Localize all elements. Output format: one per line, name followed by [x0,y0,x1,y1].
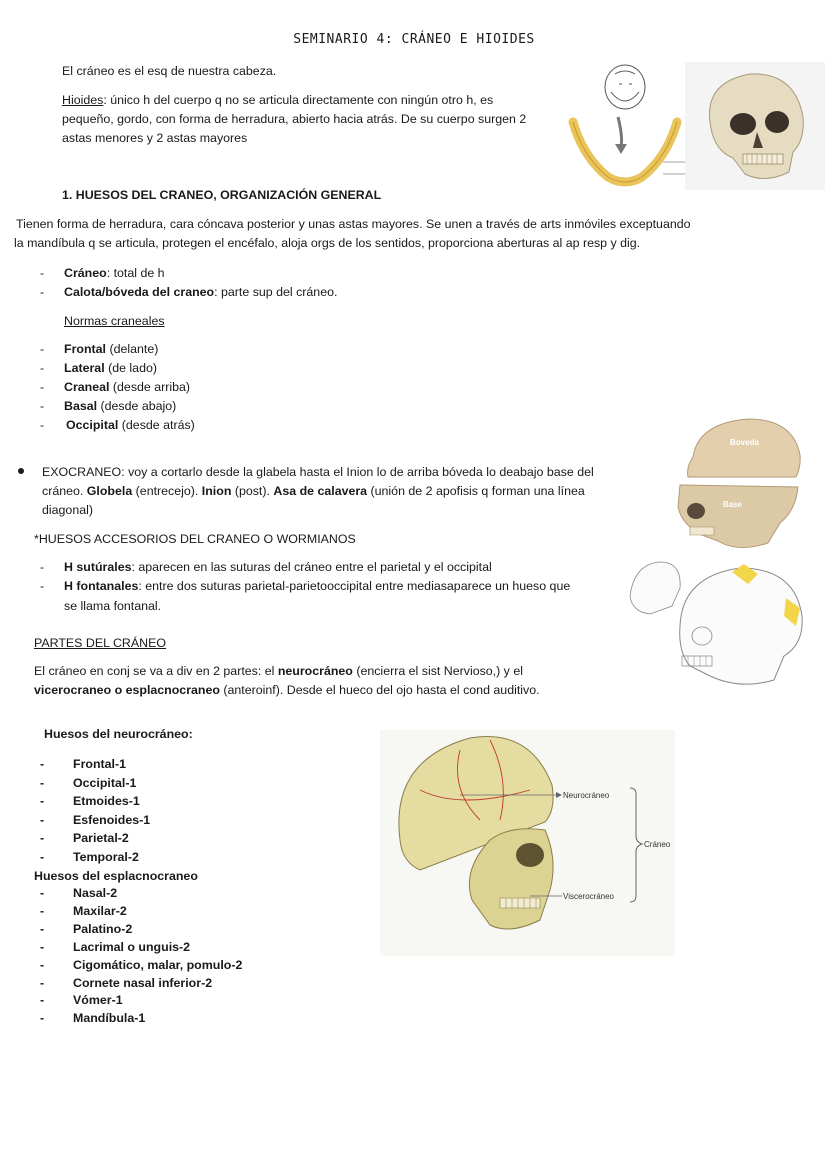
wormiano-term: H sutúrales [64,560,132,574]
norma-text: (delante) [106,342,159,356]
list-item [40,264,337,283]
asa-term: Asa de calavera [273,484,368,498]
partes-text-3: (anteroinf). Desde el hueco del ojo hasta el cond auditivo. [219,683,540,697]
boveda-label: Boveda [730,438,759,447]
bullet-icon [18,468,24,474]
boveda-shape [688,419,801,477]
viscerocraneo-label: Viscerocráneo [563,892,614,901]
inion-term: Inion [201,484,232,498]
skull-photo [685,62,825,190]
section-1-heading: 1. HUESOS DEL CRANEO, ORGANIZACIÓN GENERAL [62,188,382,202]
list-item [40,416,195,435]
exocraneo-text-3: diagonal) [42,503,93,517]
neurocraneo-list-heading: Huesos del neurocráneo: [44,727,193,741]
definitions-list [40,264,337,302]
list-item [40,397,195,416]
partes-text-2: (encierra el sist Nervioso,) y el [352,664,523,678]
neurocraneo-list [40,755,150,867]
definition-term: Cráneo [64,266,107,280]
wormian-bones-illustration [620,556,810,691]
norma-term: Lateral [64,361,105,375]
exocraneo-text-2a: cráneo. [42,484,87,498]
exocraneo-text-1: : voy a cortarlo desde la glabela hasta el Inion lo de arriba bóveda lo deabajo base del [121,465,594,479]
list-item: - Lacrimal o unguis-2 [40,939,242,957]
list-item: - Esfenoides-1 [40,811,150,830]
wormiano-text: : aparecen en las suturas del cráneo entre el parietal y el occipital [131,560,492,574]
hioides-paragraph [62,91,572,148]
globela-term: Globela [86,484,133,498]
list-item: - Etmoides-1 [40,792,150,811]
intro-text: El cráneo es el esq de nuestra cabeza. [62,64,277,78]
norma-term: Basal [64,399,98,413]
base-label: Base [723,500,743,509]
list-item: - Occipital-1 [40,774,150,793]
wormianos-heading: *HUESOS ACCESORIOS DEL CRANEO O WORMIANOS [34,532,356,546]
hioides-text-3: astas menores y 2 astas mayores [62,131,248,145]
list-item: - Mandíbula-1 [40,1010,242,1028]
definition-text: : parte sup del cráneo. [214,285,338,299]
craneo-label: Cráneo [644,840,671,849]
list-item [40,283,337,302]
norma-text: (desde atrás) [118,418,195,432]
wormianos-list [40,558,620,596]
boveda-base-skull-illustration [668,415,808,555]
list-item: - Parietal-2 [40,829,150,848]
section-1-para-line-1: Tienen forma de herradura, cara cóncava posterior y unas astas mayores. Se unen a través de arts inmóviles exceptuando [16,217,691,231]
norma-text: (desde arriba) [109,380,191,394]
list-item [40,558,620,577]
norma-term: Occipital [66,418,119,432]
list-item: - Vómer-1 [40,992,242,1010]
exocraneo-paragraph [18,463,658,520]
hyoid-bone-shape [573,122,677,182]
esplacnocraneo-list [40,885,242,1028]
neuro-viscerocraneo-illustration [380,730,675,956]
norma-term: Craneal [64,380,110,394]
list-item [40,378,195,397]
normas-list [40,340,195,435]
partes-paragraph [34,662,634,700]
hioides-term: Hioides [62,93,104,107]
list-item: - Palatino-2 [40,921,242,939]
wormianos-continuation: se llama fontanal. [64,599,162,613]
partes-heading: PARTES DEL CRÁNEO [34,636,166,650]
norma-text: (desde abajo) [97,399,177,413]
viscerocraneo-term: vicerocraneo o esplacnocraneo [34,683,220,697]
list-item: - Nasal-2 [40,885,242,903]
head-outline-sketch [605,65,645,109]
list-item [40,340,195,359]
hioides-text-1: : único h del cuerpo q no se articula directamente con ningún otro h, es [103,93,494,107]
arrow-icon [618,117,622,147]
hyoid-bone-illustration [563,62,693,192]
list-item [40,359,195,378]
esplacnocraneo-list-heading: Huesos del esplacnocraneo [34,869,198,883]
exocraneo-text-2b: (entrecejo). [132,484,202,498]
list-item: - Temporal-2 [40,848,150,867]
section-1-para-line-2: la mandíbula q se articula, protegen el encéfalo, aloja orgs de los sentidos, proporciona aberturas al ap resp y dig. [14,236,641,250]
normas-heading: Normas craneales [64,314,165,328]
exocraneo-term: EXOCRANEO [42,465,122,479]
list-item: - Cigomático, malar, pomulo-2 [40,957,242,975]
page-title: SEMINARIO 4: CRÁNEO E HIOIDES [293,32,535,47]
list-item: - Frontal-1 [40,755,150,774]
list-item: - Maxilar-2 [40,903,242,921]
neurocraneo-label: Neurocráneo [563,791,610,800]
norma-text: (de lado) [104,361,157,375]
list-item: - Cornete nasal inferior-2 [40,975,242,993]
definition-term: Calota/bóveda del craneo [64,285,215,299]
exocraneo-text-2c: (post). [231,484,274,498]
list-item [40,577,620,596]
exocraneo-text-2d: (unión de 2 apofisis q forman una línea [367,484,585,498]
wormiano-term: H fontanales [64,579,139,593]
wormiano-text: : entre dos suturas parietal-parietooccipital entre mediasaparece un hueso que [138,579,571,593]
partes-text-1: El cráneo en conj se va a div en 2 partes: el [34,664,278,678]
norma-term: Frontal [64,342,106,356]
neurocraneo-term: neurocráneo [277,664,353,678]
definition-text: : total de h [106,266,165,280]
hioides-text-2: pequeño, gordo, con forma de herradura, abierto hacia atrás. De su cuerpo surgen 2 [62,112,527,126]
